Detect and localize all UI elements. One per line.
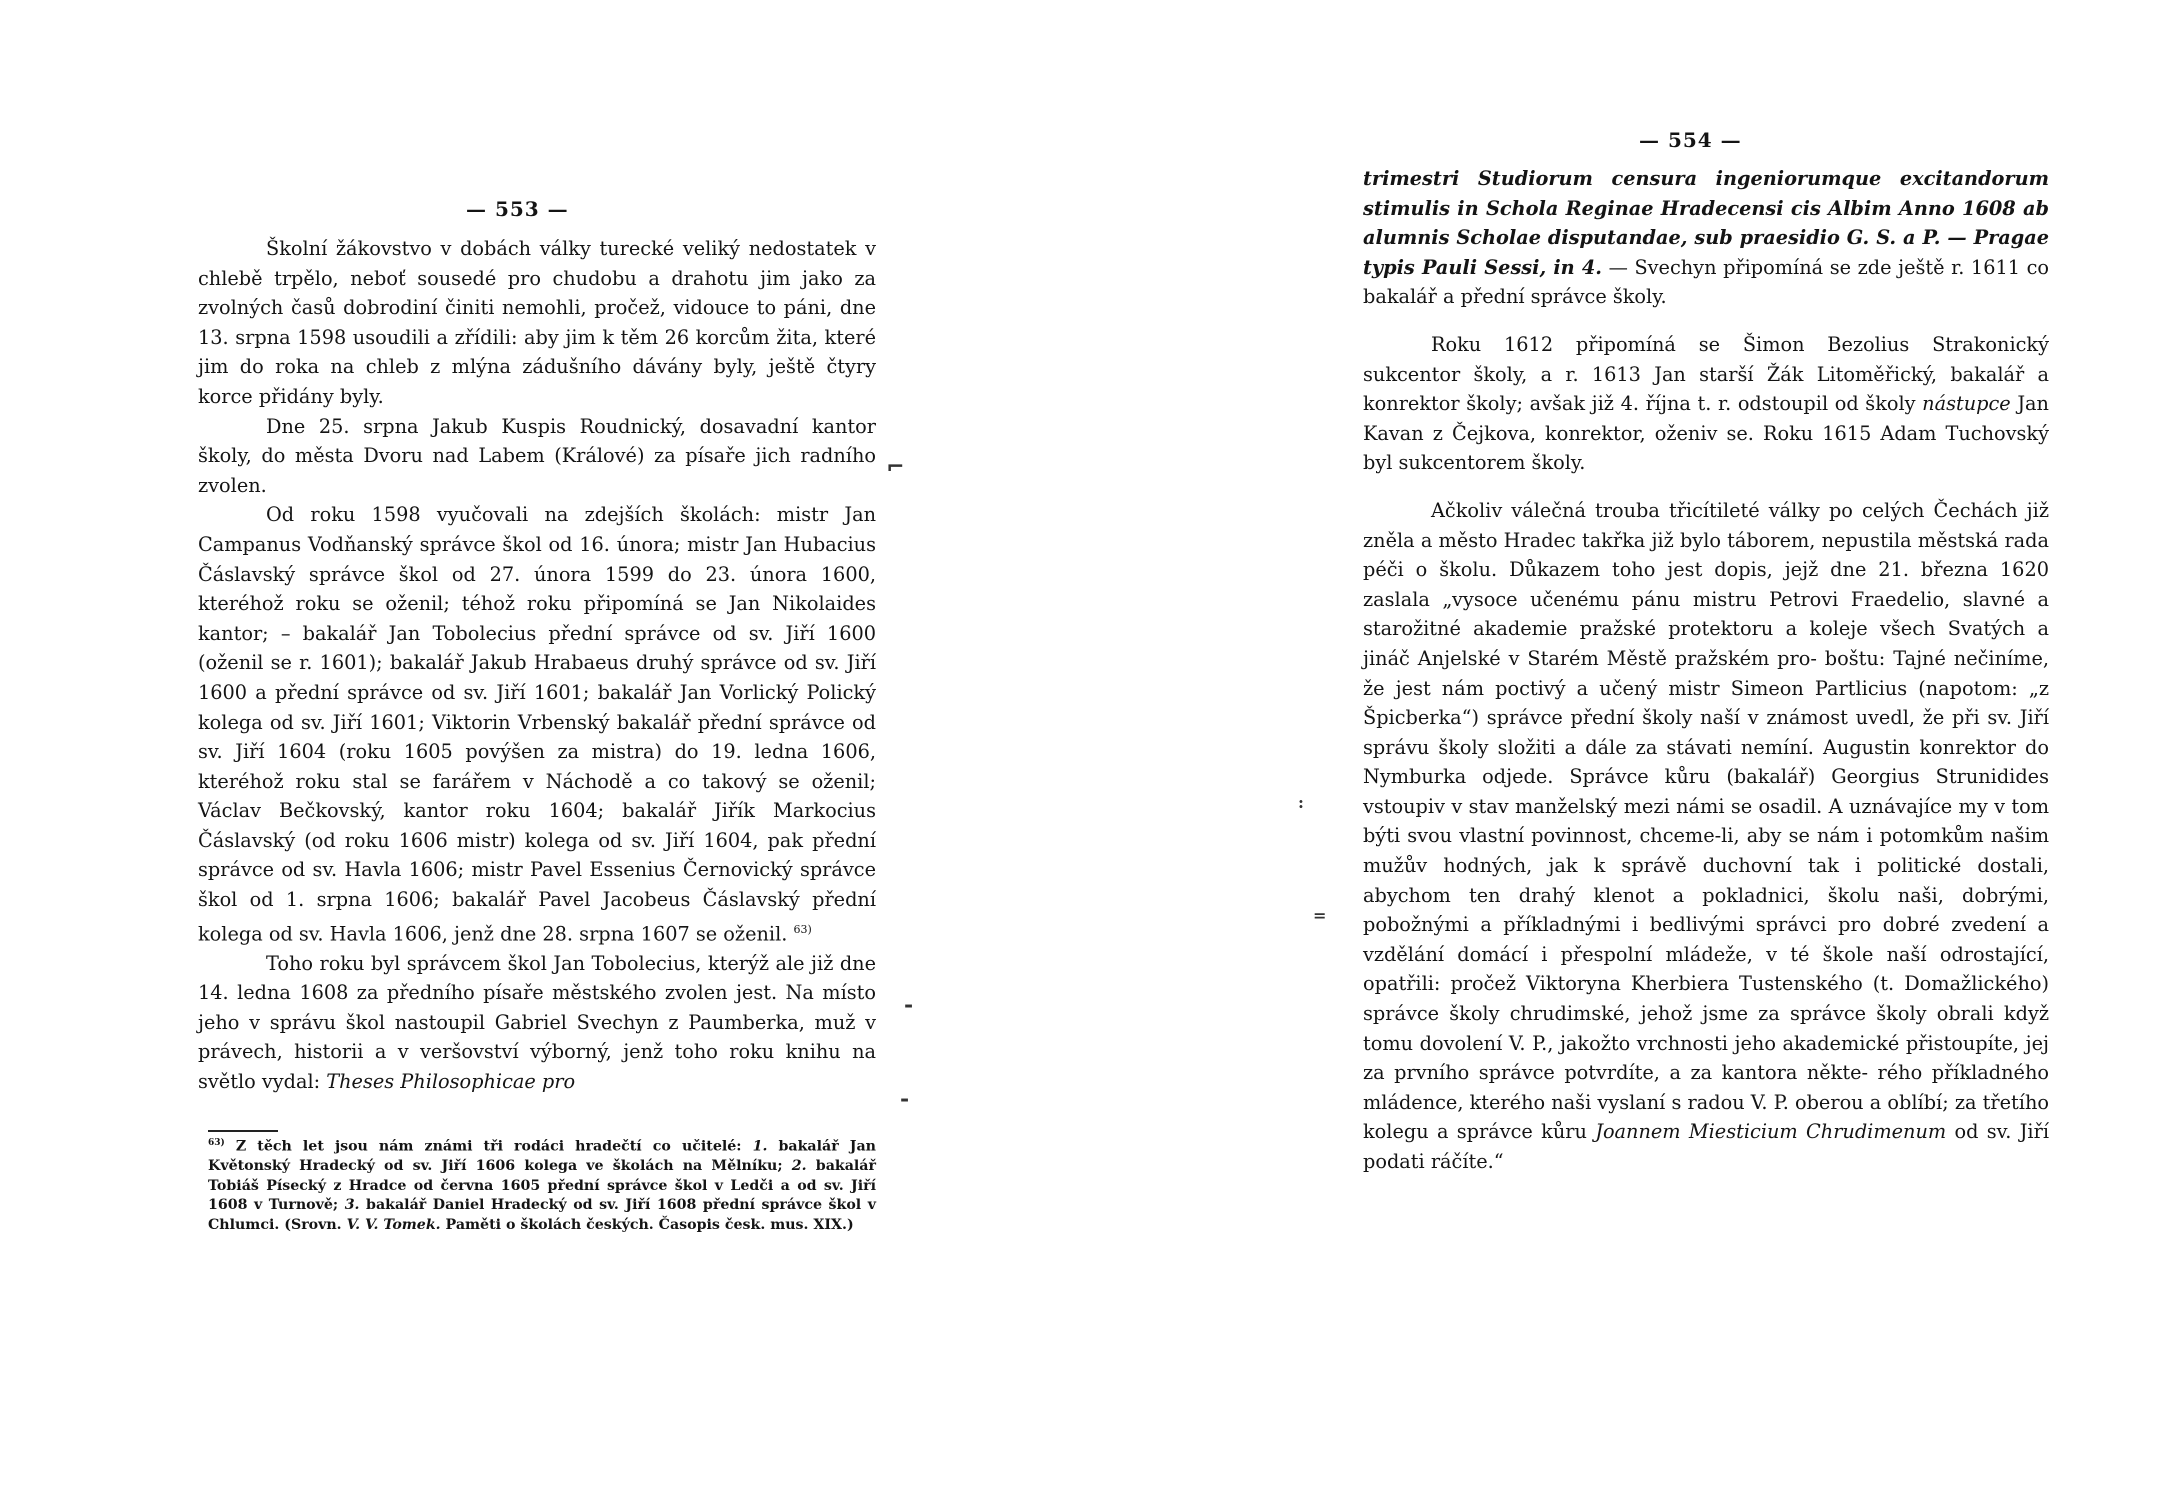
- paragraph-tobolecius: Toho roku byl správcem škol Jan Tobolecius, kterýž ale již dne 14. ledna 1608 za předního písaře městského zvolen jest. Na místo jeho v správu škol nastoupil Gabriel Svechyn z Paumberka, muž v právech, historii a v veršovství výborný, jenž toho roku knihu na světlo vydal: Theses Philosophicae pro: [198, 951, 876, 1094]
- margin-mark-2: -: [904, 992, 914, 1018]
- margin-mark-3: -: [900, 1086, 910, 1112]
- theses-title-start: Theses Philosophicae pro: [326, 1070, 576, 1094]
- footnote: $^{63)}$ Z těch let jsou nám známi tři rodáci hradečtí co učitelé: 1. bakalář Jan Květonský Hradecký od sv. Jiří 1606 kolega ve školách na Mělníku; 2. bakalář Tobiáš Písecký z Hradce od června 1605 přední správce škol v Ledči a od sv. Jiří 1608 v Turnově; 3. bakalář Daniel Hradecký od sv. Jiří 1608 přední správce škol v Chlumci. (Srovn. V. V. Tomek. Paměti o školách českých. Časopis česk. mus. XIX.): [208, 1138, 876, 1233]
- footnote-rule: [208, 1130, 278, 1132]
- right-text-column: [1363, 164, 2049, 1177]
- paragraph-school-hunger: Školní žákovstvo v dobách války turecké veliký nedostatek v chlebě trpělo, neboť sousedé pro chudobu a drahotu jim jako za zvolných časů dobrodiní činiti nemohli, pročež, vidouce to páni, dne 13. srpna 1598 usoudili a zřídili: aby jim k těm 26 korcům žita, které jim do roka na chleb z mlýna zádušního dávány byly, ještě čtyry korce přidány byly.: [198, 237, 876, 408]
- footnote-author: V. V. Tomek.: [346, 1216, 441, 1233]
- page-number-left: — 553 —: [466, 197, 569, 221]
- margin-mark-1: ⌐: [886, 454, 905, 480]
- paragraph-kuspis: Dne 25. srpna Jakub Kuspis Roudnický, dosavadní kantor školy, do města Dvoru nad Labem (Králové) za písaře jich radního zvolen.: [198, 414, 876, 497]
- footnote-reference: 63): [793, 922, 812, 936]
- paragraph-teachers-list: Od roku 1598 vyučovali na zdejších školách: mistr Jan Campanus Vodňanský správce škol od 16. února; mistr Jan Hubacius Čáslavský správce škol od 27. února 1599 do 23. února 1600, kteréhož roku se oženil; téhož roku připomíná se Jan Nikolaides kantor; – bakalář Jan Tobolecius přední správce od sv. Jiří 1600 (oženil se r. 1601); bakalář Jakub Hrabaeus druhý správce od sv. Jiří 1600 a přední správce od sv. Jiří 1601; bakalář Jan Vorlický Polický kolega od sv. Jiří 1601; Viktorin Vrbenský bakalář přední správce od sv. Jiří 1604 (roku 1605 povýšen za mistra) do 19. ledna 1606, kteréhož roku stal se farářem v Náchodě a co takový se oženil; Václav Bečkovský, kantor roku 1604; bakalář Jiřík Markocius Čáslavský (od roku 1606 mistr) kolega od sv. Jiří 1604, pak přední správce od sv. Havla 1606; mistr Pavel Essenius Černovický správce škol od 1. srpna 1606; bakalář Pavel Jacobeus Čáslavský přední kolega od sv. Havla 1606, jenž dne 28. srpna 1607 se oženil. $^{63)}$: [198, 503, 876, 946]
- paragraph-1612: Roku 1612 připomíná se Šimon Bezolius Strakonický sukcentor školy, a r. 1613 Jan starší Žák Litoměřický, bakalář a konrektor školy; avšak již 4. října t. r. odstoupil od školy nástupce Jan Kavan z Čejkova, konrektor, oženiv se. Roku 1615 Adam Tuchovský byl sukcentorem školy.: [1363, 332, 2049, 475]
- paragraph-thirty-years-war: Ačkoliv válečná trouba třicítileté války po celých Čechách již zněla a město Hradec takřka již bylo táborem, nepustila městská rada péči o školu. Důkazem toho jest dopis, jejž dne 21. března 1620 zaslala „vysoce učenému pánu mistru Petrovi Fraedelio, slavné a starožitné akademie pražské protektoru a koleje všech Svatých a jináč Anjelské v Starém Městě pražském pro- boštu: Tajné nečiníme, že jest nám poctivý a učený mistr Simeon Partlicius (napotom: „z Špicberka“) správce přední školy naší v známost uvedl, že při sv. Jiří správu školy složiti a dále za stávati nemíní. Augustin konrektor do Nymburka odjede. Správce kůru (bakalář) Georgius Strunidides vstoupiv v stav manželský mezi námi se osadil. A uznávajíce my v tom býti svou vlastní povinnost, chceme-li, aby se nám i potomkům našim mužův hodných, jak k správě duchovní tak i politické dostali, abychom ten drahý klenot a pokladnici, školu naši, dobrými, pobožnými a příkladnými i bedlivými správci pro dobré zvedení a vzdělání domácí i přespolní mládeže, v té škole naší odrostající, opatřili: pročež Viktoryna Kherbiera Tustenského (t. Domažlického) správce školy chrudimské, jehož jsme za správce školy obrali když tomu dovolení V. P., jakožto vrchnosti jeho akademické přistoupíte, jej za prvního správce potvrdíte, a za kantora někte- rého příkladného mládence, kterého naši vyslaní s radou V. P. oberou a oblíbí; za třetího kolegu a správce kůru Joannem Miesticium Chrudimenum od sv. Jiří podati ráčíte.“: [1363, 498, 2049, 1173]
- footnote-marker: 63): [208, 1138, 225, 1148]
- margin-mark-5: =: [1313, 906, 1327, 925]
- left-text-column: [198, 234, 876, 1097]
- right-page: [1083, 0, 2166, 1500]
- margin-mark-4: :: [1298, 793, 1304, 812]
- page-number-right: — 554 —: [1639, 128, 1742, 152]
- theses-title-continuation: trimestri Studiorum censura ingeniorumque excitandorum stimulis in Schola Reginae Hradecensi cis Albim Anno 1608 ab alumnis Scholae disputandae, sub praesidio G. S. a P. — Pragae typis Pauli Sessi, in 4. — Svechyn připomíná se zde ještě r. 1611 co bakalář a přední správce školy.: [1363, 167, 2049, 309]
